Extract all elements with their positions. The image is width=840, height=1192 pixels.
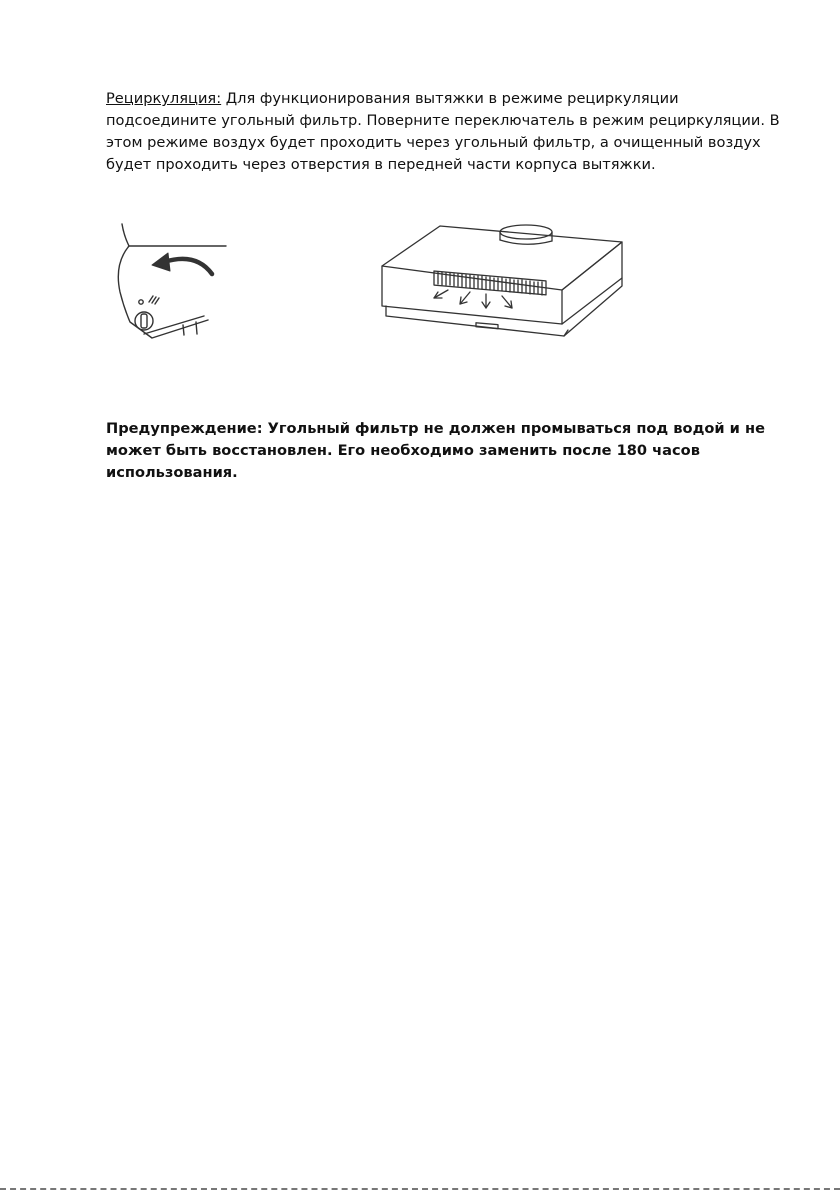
range-hood-airflow-icon [376,218,640,356]
recirculation-text: Для функционирования вытяжки в режиме рециркуляции подсоедините угольный фильтр. Поверните переключатель в режим рециркуляции. В этом режиме воздух будет проходить через угольный фильтр, а очищенный воздух будет проходить через отверстия в передней части корпуса вытяжки. [106,90,780,173]
warning-paragraph: Предупреждение: Угольный фильтр не должен промываться под водой и не может быть восстановлен. Его необходимо заменить после 180 часов использования. [106,420,765,481]
recirculation-paragraph [106,88,782,176]
page-bottom-border [0,1188,840,1190]
recirculation-term: Рециркуляция: [106,90,222,107]
rotate-switch-arrow-icon [108,222,233,347]
